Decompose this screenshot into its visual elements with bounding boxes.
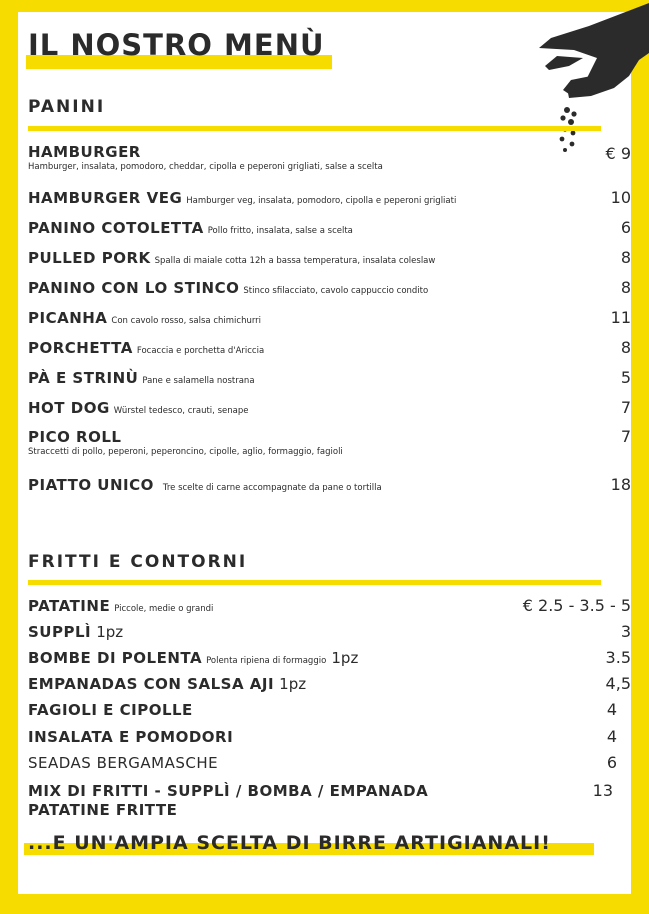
item-description: Spalla di maiale cotta 12h a bassa temperatura, insalata coleslaw <box>154 256 436 266</box>
menu-item <box>28 727 631 746</box>
item-price: 6 <box>606 753 617 772</box>
menu-item <box>28 753 631 772</box>
item-name: INSALATA E POMODORI <box>28 728 234 746</box>
item-name: PICO ROLL <box>28 428 122 446</box>
item-description: Hamburger veg, insalata, pomodoro, cipolla e peperoni grigliati <box>186 196 457 206</box>
menu-item <box>28 338 631 357</box>
hand-sprinkling-icon <box>479 0 649 158</box>
item-description: Focaccia e porchetta d'Ariccia <box>136 346 265 356</box>
item-price: € 9 <box>605 144 631 163</box>
item-name: FAGIOLI E CIPOLLE <box>28 701 193 719</box>
item-name: PULLED PORK <box>28 249 151 267</box>
item-name: HAMBURGER VEG <box>28 189 183 207</box>
section-divider <box>28 126 601 131</box>
item-name-continued: PATATINE FRITTE <box>28 801 178 819</box>
item-price: 13 <box>592 781 613 800</box>
menu-item <box>28 248 631 267</box>
item-description: Pollo fritto, insalata, salse a scelta <box>207 226 353 236</box>
item-name: HAMBURGER <box>28 143 141 161</box>
item-price: 8 <box>620 338 631 357</box>
item-description: Pane e salamella nostrana <box>142 376 255 386</box>
item-description: Tre scelte di carne accompagnate da pane o tortilla <box>162 483 382 493</box>
item-price: 18 <box>610 475 631 494</box>
item-name: PATATINE <box>28 597 111 615</box>
page-title: IL NOSTRO MENÙ <box>28 28 325 62</box>
item-price: 6 <box>620 218 631 237</box>
item-price: 7 <box>620 398 631 417</box>
item-name: BOMBE DI POLENTA <box>28 649 203 667</box>
item-name: PANINO COTOLETTA <box>28 219 204 237</box>
item-name: MIX DI FRITTI - SUPPLÌ / BOMBA / EMPANADA <box>28 782 429 800</box>
menu-item <box>28 648 631 667</box>
item-quantity: 1pz <box>331 649 359 667</box>
item-description: Stinco sfilacciato, cavolo cappuccio condito <box>243 286 429 296</box>
menu-item <box>28 674 631 693</box>
menu-item <box>28 218 631 237</box>
menu-item <box>28 427 631 457</box>
menu-item <box>28 475 631 494</box>
item-quantity: 1pz <box>96 623 124 641</box>
footer-tagline: ...E UN'AMPIA SCELTA DI BIRRE ARTIGIANALI! <box>28 832 551 854</box>
section-divider <box>28 580 601 585</box>
menu-item <box>28 278 631 297</box>
item-price: 11 <box>610 308 631 327</box>
item-price: € 2.5 - 3.5 - 5 <box>522 596 631 615</box>
menu-item <box>28 398 631 417</box>
item-price: 4 <box>606 700 617 719</box>
item-name: PIATTO UNICO <box>28 476 154 494</box>
item-description: Würstel tedesco, crauti, senape <box>113 406 249 416</box>
item-price: 7 <box>620 427 631 446</box>
item-description: Hamburger, insalata, pomodoro, cheddar, cipolla e peperoni grigliati, salse a scelta <box>28 162 383 172</box>
item-name: SEADAS BERGAMASCHE <box>28 754 219 772</box>
item-price: 5 <box>620 368 631 387</box>
menu-item <box>28 700 631 719</box>
menu-item <box>28 368 631 387</box>
item-description: Piccole, medie o grandi <box>114 604 214 614</box>
item-price: 10 <box>610 188 631 207</box>
item-price: 8 <box>620 278 631 297</box>
menu-item <box>28 622 631 641</box>
section-title-fritti: FRITTI E CONTORNI <box>28 552 248 572</box>
item-name: PÀ E STRINÙ <box>28 369 139 387</box>
item-price: 4 <box>606 727 617 746</box>
menu-item <box>28 781 631 819</box>
menu-item <box>28 596 631 615</box>
item-quantity: 1pz <box>279 675 307 693</box>
item-price: 4,5 <box>605 674 631 693</box>
menu-item <box>28 188 631 207</box>
section-title-panini: PANINI <box>28 97 106 117</box>
item-description: Polenta ripiena di formaggio <box>206 656 327 666</box>
item-name: PORCHETTA <box>28 339 133 357</box>
item-name: HOT DOG <box>28 399 110 417</box>
item-price: 3 <box>620 622 631 641</box>
menu-item <box>28 308 631 327</box>
item-name: PANINO CON LO STINCO <box>28 279 240 297</box>
item-name: EMPANADAS CON SALSA AJI <box>28 675 275 693</box>
item-description: Con cavolo rosso, salsa chimichurri <box>111 316 262 326</box>
menu-item <box>28 142 631 172</box>
item-description: Straccetti di pollo, peperoni, peperoncino, cipolle, aglio, formaggio, fagioli <box>28 447 343 457</box>
item-name: PICANHA <box>28 309 108 327</box>
item-price: 3.5 <box>605 648 631 667</box>
item-price: 8 <box>620 248 631 267</box>
item-name: SUPPLÌ <box>28 623 92 641</box>
